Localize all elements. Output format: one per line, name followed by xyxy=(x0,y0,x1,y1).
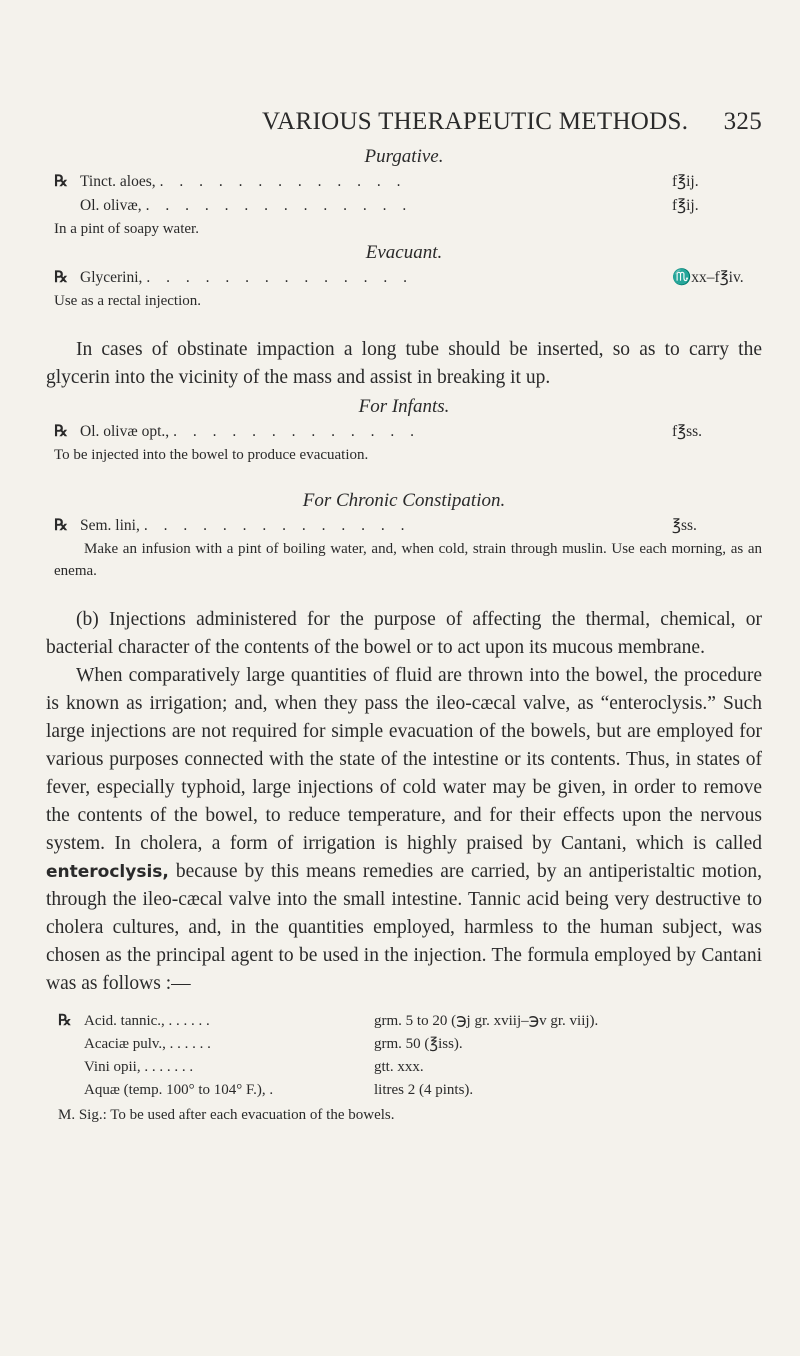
recipe-symbol: ℞ xyxy=(54,423,68,440)
irrigation-text-part1: When comparatively large quantities of fluid are thrown into the bowel, the procedure is known as irrigation; and, when they pass the ileo-cæcal valve, as “enteroclysis.” Such large injections are not required for simple evacuation of the bowels, but are employed for various purposes connected with the state of the intestine or its contents. Thus, in states of fever, especially typhoid, large injections of cold water may be given, in order to remove the contents of the bowel, to reduce temperature, and for their effects upon the nervous system. In cholera, a form of irrigation is highly praised by Cantani, which is called xyxy=(46,665,762,854)
prescription-row xyxy=(54,420,762,444)
recipe-symbol: ℞ xyxy=(54,173,68,190)
recipe-symbol xyxy=(58,1033,84,1056)
formula-row xyxy=(58,1056,762,1079)
prescription-note: Use as a rectal injection. xyxy=(54,293,202,309)
infants-prescription xyxy=(46,420,762,466)
purgative-section xyxy=(46,146,762,240)
formula-amount: gtt. xxx. xyxy=(374,1059,424,1075)
irrigation-text-part2: because by this means remedies are carried, by an antiperistaltic motion, through the ileo-cæcal valve into the small intestine. Tannic acid being very destructive to cholera cultures, and, in the quantities employed, harmless to the human subject, was chosen as the principal agent to be used in the injection. The formula employed by Cantani was as follows :— xyxy=(46,861,763,994)
prescription-row xyxy=(54,194,762,218)
drug-dose: f℥ss. xyxy=(672,423,703,440)
formula-ingredient: Aquæ (temp. 100° to 104° F.), . xyxy=(84,1082,274,1098)
evacuant-heading: Evacuant. xyxy=(365,242,443,263)
leader-dots: . . . . . . . . . . . . . xyxy=(173,423,421,440)
prescription-row xyxy=(54,266,762,290)
formula-row xyxy=(58,1033,762,1056)
prescription-note: Make an infusion with a pint of boiling water, and, when cold, strain through muslin. Use each morning, as an enema. xyxy=(54,541,762,579)
formula-row xyxy=(58,1079,762,1102)
drug-name: Sem. lini, xyxy=(80,517,140,534)
drug-name: Ol. olivæ opt., xyxy=(80,423,170,440)
chronic-section xyxy=(46,490,762,582)
paragraph-injections-b: (b) Injections administered for the purpose of affecting the thermal, chemical, or bacterial character of the contents of the bowel or to act upon its mucous membrane. xyxy=(46,609,762,658)
recipe-symbol: ℞ xyxy=(54,269,68,286)
purgative-prescription xyxy=(46,170,762,240)
cantani-formula xyxy=(46,1010,762,1126)
formula-row xyxy=(58,1010,762,1033)
purgative-heading: Purgative. xyxy=(364,146,444,167)
prescription-row xyxy=(54,514,762,538)
drug-dose: ♏xx–f℥iv. xyxy=(672,269,744,286)
prescription-note: To be injected into the bowel to produce evacuation. xyxy=(54,447,369,463)
formula-ingredient: Acid. tannic., . . . . . . xyxy=(84,1013,210,1029)
drug-dose: ℥ss. xyxy=(672,517,697,534)
formula-amount: grm. 50 (℥iss). xyxy=(374,1036,463,1052)
page-number: 325 xyxy=(723,108,762,135)
infants-section xyxy=(46,396,762,466)
recipe-symbol: ℞ xyxy=(58,1013,72,1029)
leader-dots: . . . . . . . . . . . . . xyxy=(159,173,407,190)
recipe-symbol xyxy=(58,1056,84,1079)
drug-name: Glycerini, xyxy=(80,269,143,286)
drug-name: Ol. olivæ, xyxy=(80,197,142,214)
paragraph-irrigation xyxy=(46,662,762,998)
running-header xyxy=(46,108,762,138)
enteroclysis-term: enteroclysis, xyxy=(46,862,169,882)
chronic-prescription xyxy=(46,514,762,582)
book-page xyxy=(46,0,762,1126)
evacuant-prescription xyxy=(46,266,762,312)
leader-dots: . . . . . . . . . . . . . . xyxy=(143,517,411,534)
drug-dose: f℥ij. xyxy=(672,173,699,190)
chronic-heading: For Chronic Constipation. xyxy=(302,490,506,511)
formula-signature: M. Sig.: To be used after each evacuation of the bowels. xyxy=(58,1107,395,1123)
formula-amount: litres 2 (4 pints). xyxy=(374,1082,474,1098)
leader-dots: . . . . . . . . . . . . . . xyxy=(145,197,413,214)
formula-ingredient: Acaciæ pulv., . . . . . . xyxy=(84,1036,211,1052)
prescription-row xyxy=(54,170,762,194)
formula-amount: grm. 5 to 20 (℈j gr. xviij–℈v gr. viij). xyxy=(374,1013,599,1029)
running-title: VARIOUS THERAPEUTIC METHODS. xyxy=(262,108,689,135)
infants-heading: For Infants. xyxy=(358,396,450,417)
evacuant-section xyxy=(46,242,762,312)
formula-ingredient: Vini opii, . . . . . . . xyxy=(84,1059,194,1075)
prescription-note: In a pint of soapy water. xyxy=(54,221,199,237)
recipe-symbol: ℞ xyxy=(54,517,68,534)
recipe-symbol xyxy=(58,1079,84,1102)
drug-dose: f℥ij. xyxy=(672,197,699,214)
leader-dots: . . . . . . . . . . . . . . xyxy=(146,269,414,286)
drug-name: Tinct. aloes, xyxy=(80,173,156,190)
paragraph-impaction: In cases of obstinate impaction a long tube should be inserted, so as to carry the glycerin into the vicinity of the mass and assist in breaking it up. xyxy=(46,339,762,388)
